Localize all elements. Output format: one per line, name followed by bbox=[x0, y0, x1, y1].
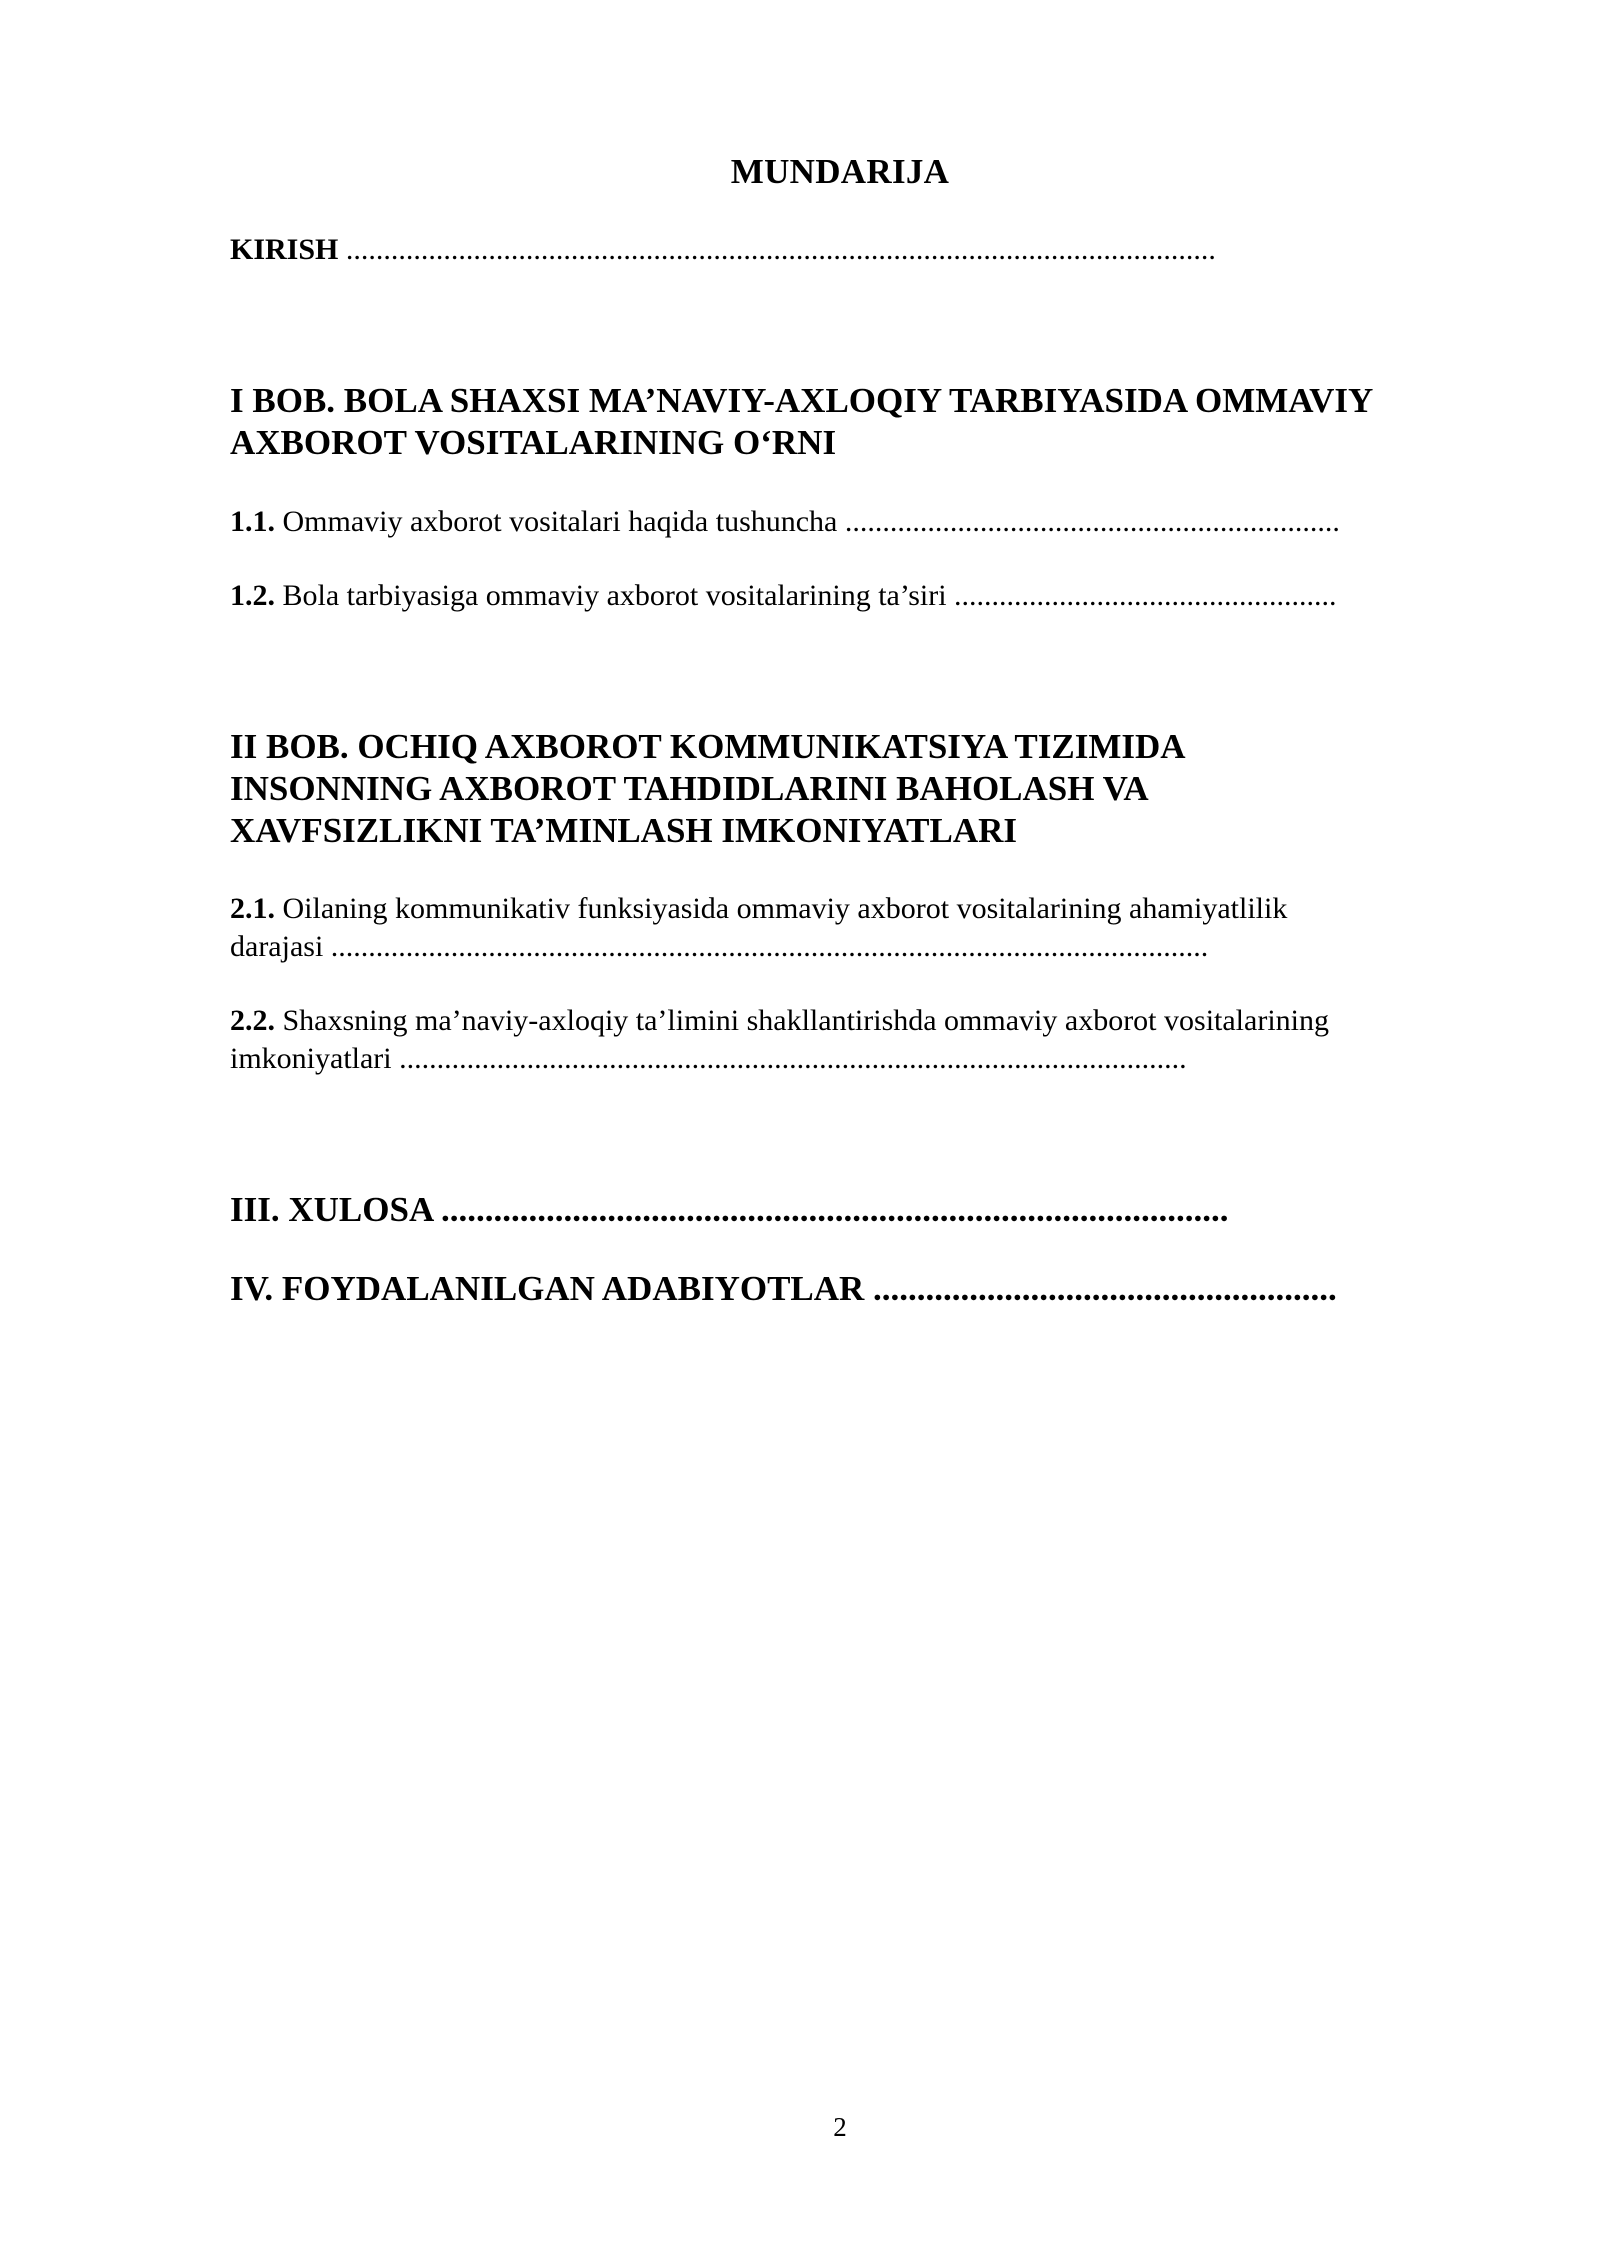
section-text: Oilaning kommunikativ funksiyasida ommaviy axborot vositalarining ahamiyatlilik bbox=[275, 892, 1288, 925]
page-number: 2 bbox=[833, 2112, 847, 2142]
toc-entry-2-2[interactable] bbox=[230, 1004, 1329, 1038]
chapter-heading-line: INSONNING AXBOROT TAHDIDLARINI BAHOLASH VA bbox=[230, 769, 1149, 808]
chapter-1-heading[interactable] bbox=[230, 380, 1470, 464]
section-number: 1.1. bbox=[230, 505, 275, 538]
section-number: 1.2. bbox=[230, 579, 275, 612]
toc-entry-1-2[interactable] bbox=[230, 579, 1337, 613]
toc-entry-2-1-continuation[interactable] bbox=[230, 930, 1208, 964]
chapter-2-heading[interactable] bbox=[230, 726, 1470, 852]
section-text: Shaxsning ma’naviy-axloqiy ta’limini shakllantirishda ommaviy axborot vositalarining bbox=[275, 1004, 1329, 1037]
section-number: 2.1. bbox=[230, 892, 275, 925]
toc-entry-label: KIRISH bbox=[230, 233, 339, 266]
section-text: Bola tarbiyasiga ommaviy axborot vositalarining ta’siri ................................................... bbox=[275, 579, 1337, 612]
chapter-heading-line: I BOB. BOLA SHAXSI MA’NAVIY-AXLOQIY TARBIYASIDA OMMAVIY bbox=[230, 381, 1374, 420]
chapter-heading-line: AXBOROT VOSITALARINING O‘RNI bbox=[230, 423, 837, 462]
toc-entry-intro[interactable] bbox=[230, 233, 1216, 267]
toc-entry-2-1[interactable] bbox=[230, 892, 1287, 926]
toc-entry-1-1[interactable] bbox=[230, 505, 1340, 539]
toc-entry-conclusion[interactable]: III. XULOSA .......................................................................................... bbox=[230, 1190, 1229, 1229]
toc-entry-leader: .................................................................................................................... bbox=[338, 233, 1216, 266]
toc-title: MUNDARIJA bbox=[730, 152, 950, 191]
section-text: Ommaviy axborot vositalari haqida tushuncha .................................................................. bbox=[275, 505, 1340, 538]
toc-entry-references[interactable]: IV. FOYDALANILGAN ADABIYOTLAR ..................................................... bbox=[230, 1269, 1337, 1308]
section-text: darajasi ..................................................................................................................... bbox=[230, 930, 1209, 963]
section-text: imkoniyatlari ......................................................................................................... bbox=[230, 1042, 1187, 1075]
chapter-heading-line: II BOB. OCHIQ AXBOROT KOMMUNIKATSIYA TIZIMIDA bbox=[230, 727, 1186, 766]
section-number: 2.2. bbox=[230, 1004, 275, 1037]
chapter-heading-line: XAVFSIZLIKNI TA’MINLASH IMKONIYATLARI bbox=[230, 811, 1018, 850]
toc-entry-2-2-continuation[interactable] bbox=[230, 1042, 1187, 1076]
